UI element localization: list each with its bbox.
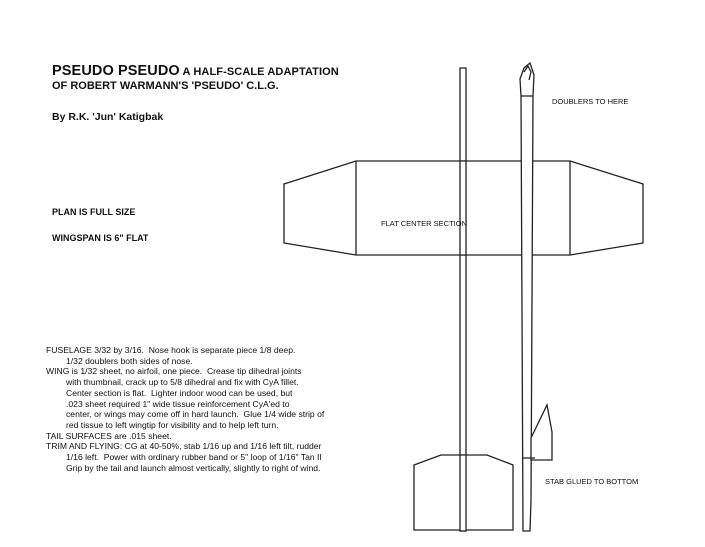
note-wing-6: red tissue to left wingtip for visibility and to help left turn. [66,419,279,430]
note-fuselage-2: 1/32 doublers both sides of nose. [66,355,193,366]
note-trim-2: 1/16 left. Power with ordinary rubber band or 5" loop of 1/16" Tan II [66,452,322,463]
title-rest: A HALF-SCALE ADAPTATION [179,66,339,78]
construction-notes [46,345,426,473]
wingspan-note: WINGSPAN IS 6" FLAT [52,233,149,243]
doublers-label: DOUBLERS TO HERE [552,97,629,106]
plan-scale-note: PLAN IS FULL SIZE [52,207,136,217]
note-wing-1: WING is 1/32 sheet, no airfoil, one piece. Crease tip dihedral joints [46,366,302,377]
title-line-2: OF ROBERT WARMANN'S 'PSEUDO' C.L.G. [52,80,279,92]
fuselage-over-wing [460,161,466,255]
note-wing-2: with thumbnail, crack up to 5/8 dihedral and fix with CyA fillet. [66,377,299,388]
note-wing-3: Center section is flat. Lighter indoor wood can be used, but [66,387,293,398]
note-tail: TAIL SURFACES are .015 sheet. [46,430,172,441]
stab-label: STAB GLUED TO BOTTOM [545,477,639,486]
title-line-1 [52,63,339,79]
note-wing-4: .023 sheet required 1" wide tissue reinforcement CyA'ed to [66,398,290,409]
fuselage-side-view [520,63,534,531]
note-trim-3: Grip by the tail and launch almost vertically, slightly to right of wind. [66,462,321,473]
byline: By R.K. 'Jun' Katigbak [52,111,164,123]
fuselage-over-stab [460,455,466,531]
rudder-side-view [531,405,552,460]
note-wing-5: center, or wings may come off in hard launch. Glue 1/4 wide strip of [66,409,325,420]
title-main: PSEUDO PSEUDO [52,63,180,79]
note-trim-1: TRIM AND FLYING: CG at 40-50%, stab 1/16 up and 1/16 left tilt, rudder [46,441,322,452]
center-section-label: FLAT CENTER SECTION [381,219,467,228]
note-fuselage-1: FUSELAGE 3/32 by 3/16. Nose hook is separate piece 1/8 deep. [46,345,296,355]
